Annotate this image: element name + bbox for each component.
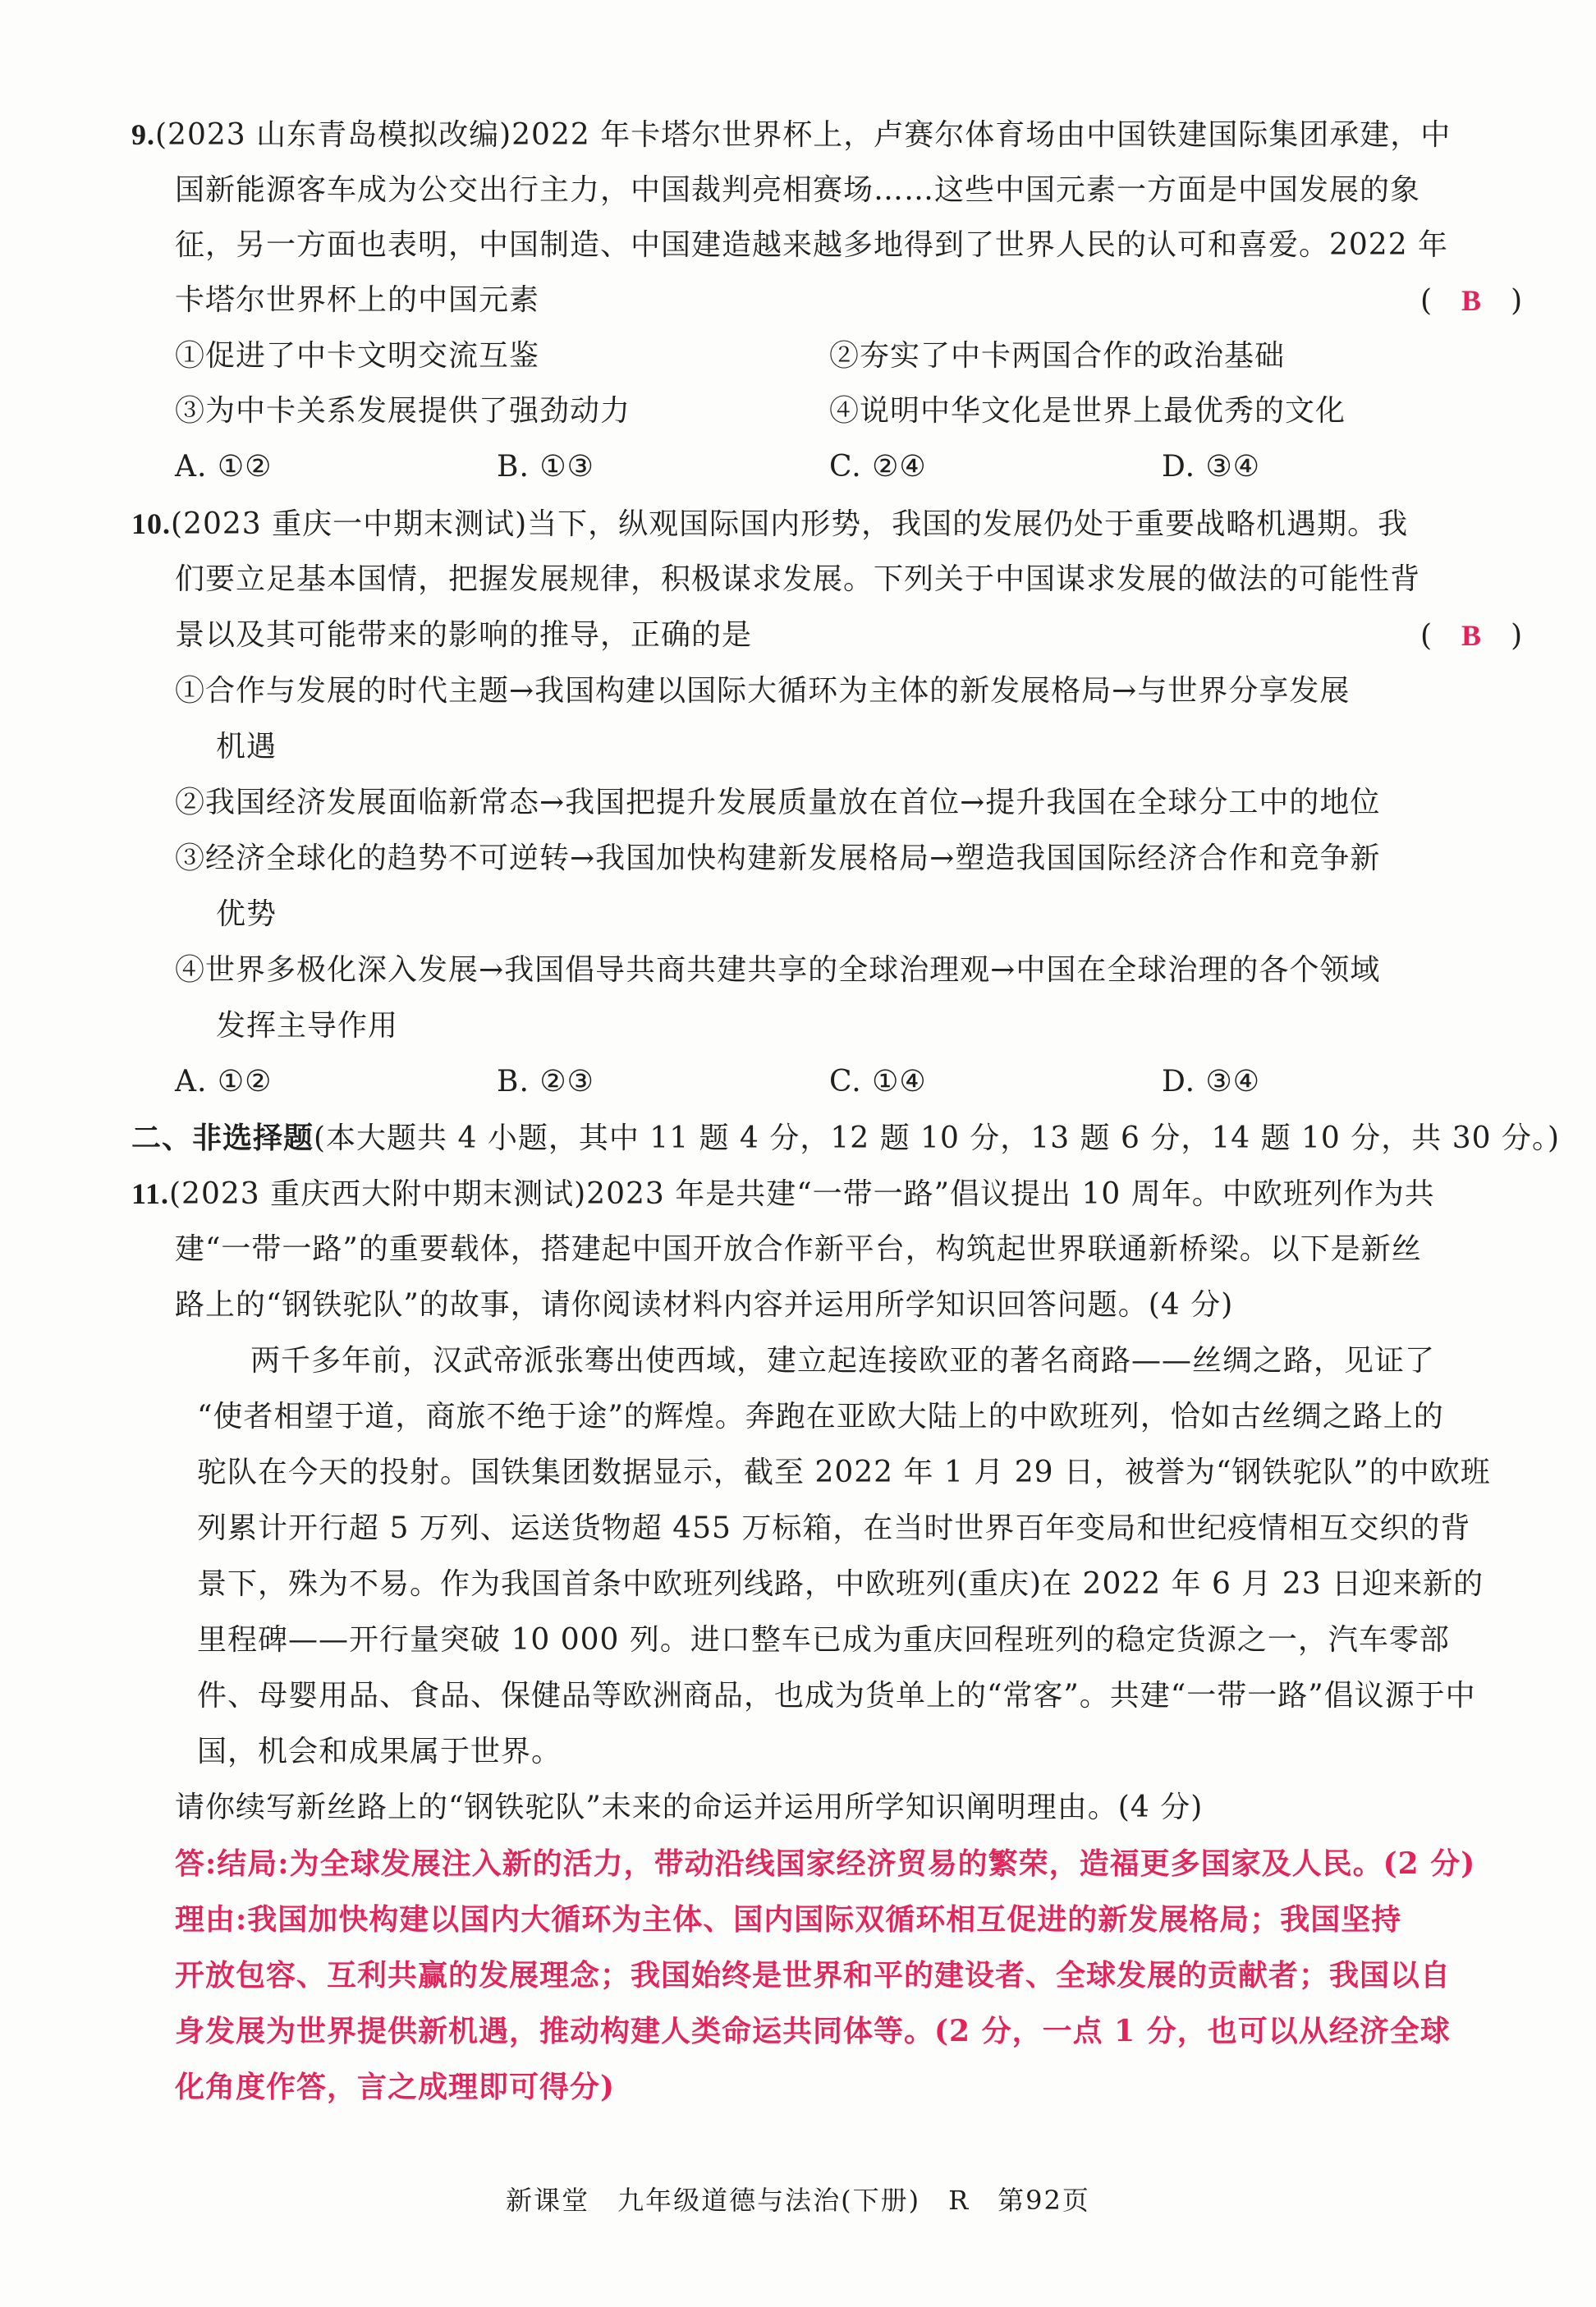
q10-option-b: B. ②③: [497, 1065, 594, 1098]
q11-material-5: 景下，殊为不易。作为我国首条中欧班列线路，中欧班列(重庆)在 2022 年 6 月 23 日迎来新的: [197, 1567, 1484, 1601]
q11-answer-3: 开放包容、互利共赢的发展理念；我国始终是世界和平的建设者、全球发展的贡献者；我国以自: [175, 1958, 1452, 1993]
q11-line-2: 建“一带一路”的重要载体，搭建起中国开放合作新平台，构筑起世界联通新桥梁。以下是新丝: [175, 1232, 1422, 1266]
q10-item-4: ④世界多极化深入发展→我国倡导共商共建共享的全球治理观→中国在全球治理的各个领域: [175, 953, 1381, 987]
q9-line-1: 9.(2023 山东青岛模拟改编)2022 年卡塔尔世界杯上，卢赛尔体育场由中国铁建国际集团承建，中: [131, 118, 1452, 152]
q9-option-d: D. ③④: [1162, 450, 1261, 484]
q11-material-6: 里程碑——开行量突破 10 000 列。进口整车已成为重庆回程班列的稳定货源之一，汽车零部: [197, 1623, 1450, 1657]
q10-item-3-cont: 优势: [216, 897, 277, 931]
q10-item-1: ①合作与发展的时代主题→我国构建以国际大循环为主体的新发展格局→与世界分享发展: [175, 674, 1351, 708]
q10-option-a: A. ①②: [175, 1065, 273, 1098]
q11-material-8: 国，机会和成果属于世界。: [197, 1735, 562, 1768]
q11-material-3: 驼队在今天的投射。国铁集团数据显示，截至 2022 年 1 月 29 日，被誉为“钢铁驼队”的中欧班: [197, 1456, 1491, 1489]
q9-line-2: 国新能源客车成为公交出行主力，中国裁判亮相赛场……这些中国元素一方面是中国发展的象: [175, 173, 1421, 207]
q11-number: 11.: [131, 1177, 170, 1210]
q10-item-2: ②我国经济发展面临新常态→我国把提升发展质量放在首位→提升我国在全球分工中的地位: [175, 786, 1381, 819]
q11-line-1: 11.(2023 重庆西大附中期末测试)2023 年是共建“一带一路”倡议提出 10 周年。中欧班列作为共: [131, 1177, 1435, 1211]
q11-material-7: 件、母婴用品、食品、保健品等欧洲商品，也成为货单上的“常客”。共建“一带一路”倡议源于中: [197, 1679, 1476, 1713]
q11-material-1: 两千多年前，汉武帝派张骞出使西域，建立起连接欧亚的著名商路——丝绸之路，见证了: [250, 1344, 1436, 1378]
q11-answer-1: 答:结局:为全球发展注入新的活力，带动沿线国家经济贸易的繁荣，造福更多国家及人民。(2 分): [175, 1846, 1476, 1881]
q10-line-1: 10.(2023 重庆一中期末测试)当下，纵观国际国内形势，我国的发展仍处于重要战略机遇期。我: [131, 507, 1409, 541]
section-2-heading: 二、非选择题(本大题共 4 小题，其中 11 题 4 分，12 题 10 分，13 题 6 分，14 题 10 分，共 30 分。): [131, 1121, 1561, 1155]
page-footer: 新课堂 九年级道德与法治(下册) R 第92页: [506, 2185, 1090, 2216]
q9-number: 9.: [131, 118, 155, 151]
q9-answer: ( B ): [1420, 284, 1523, 318]
q10-line-3: 景以及其可能带来的影响的推导，正确的是: [175, 618, 753, 652]
q10-item-1-cont: 机遇: [216, 730, 277, 764]
q11-material-2: “使者相望于道，商旅不绝于途”的辉煌。奔跑在亚欧大陆上的中欧班列，恰如古丝绸之路上的: [197, 1400, 1444, 1433]
q11-answer-5: 化角度作答，言之成理即可得分): [175, 2070, 616, 2104]
q9-option-c: C. ②④: [829, 450, 927, 484]
q9-item-4: ④说明中华文化是世界上最优秀的文化: [829, 394, 1346, 428]
q10-line-2: 们要立足基本国情，把握发展规律，积极谋求发展。下列关于中国谋求发展的做法的可能性背: [175, 562, 1421, 596]
q10-item-3: ③经济全球化的趋势不可逆转→我国加快构建新发展格局→塑造我国国际经济合作和竞争新: [175, 842, 1381, 875]
q9-option-a: A. ①②: [175, 450, 273, 484]
q9-line-4: 卡塔尔世界杯上的中国元素: [175, 283, 540, 317]
q11-answer-2: 理由:我国加快构建以国内大循环为主体、国内国际双循环相互促进的新发展格局；我国坚持: [175, 1902, 1402, 1937]
q10-option-c: C. ①④: [829, 1065, 927, 1098]
q10-option-d: D. ③④: [1162, 1065, 1261, 1098]
q10-number: 10.: [131, 507, 171, 540]
q11-material-4: 列累计开行超 5 万列、运送货物超 455 万标箱，在当时世界百年变局和世纪疫情相互交织的背: [197, 1511, 1471, 1545]
q10-item-4-cont: 发挥主导作用: [216, 1009, 399, 1043]
q10-answer: ( B ): [1420, 619, 1523, 653]
q9-item-3: ③为中卡关系发展提供了强劲动力: [175, 394, 631, 428]
q9-item-2: ②夯实了中卡两国合作的政治基础: [829, 339, 1286, 373]
q9-option-b: B. ①③: [497, 450, 594, 484]
q11-answer-4: 身发展为世界提供新机遇，推动构建人类命运共同体等。(2 分，一点 1 分，也可以从经济全球: [175, 2014, 1451, 2048]
q11-question: 请你续写新丝路上的“钢铁驼队”未来的命运并运用所学知识阐明理由。(4 分): [175, 1791, 1204, 1824]
q9-item-1: ①促进了中卡文明交流互鉴: [175, 339, 540, 373]
q9-line-3: 征，另一方面也表明，中国制造、中国建造越来越多地得到了世界人民的认可和喜爱。2022 年: [175, 228, 1449, 262]
q11-line-3: 路上的“钢铁驼队”的故事，请你阅读材料内容并运用所学知识回答问题。(4 分): [175, 1288, 1234, 1322]
